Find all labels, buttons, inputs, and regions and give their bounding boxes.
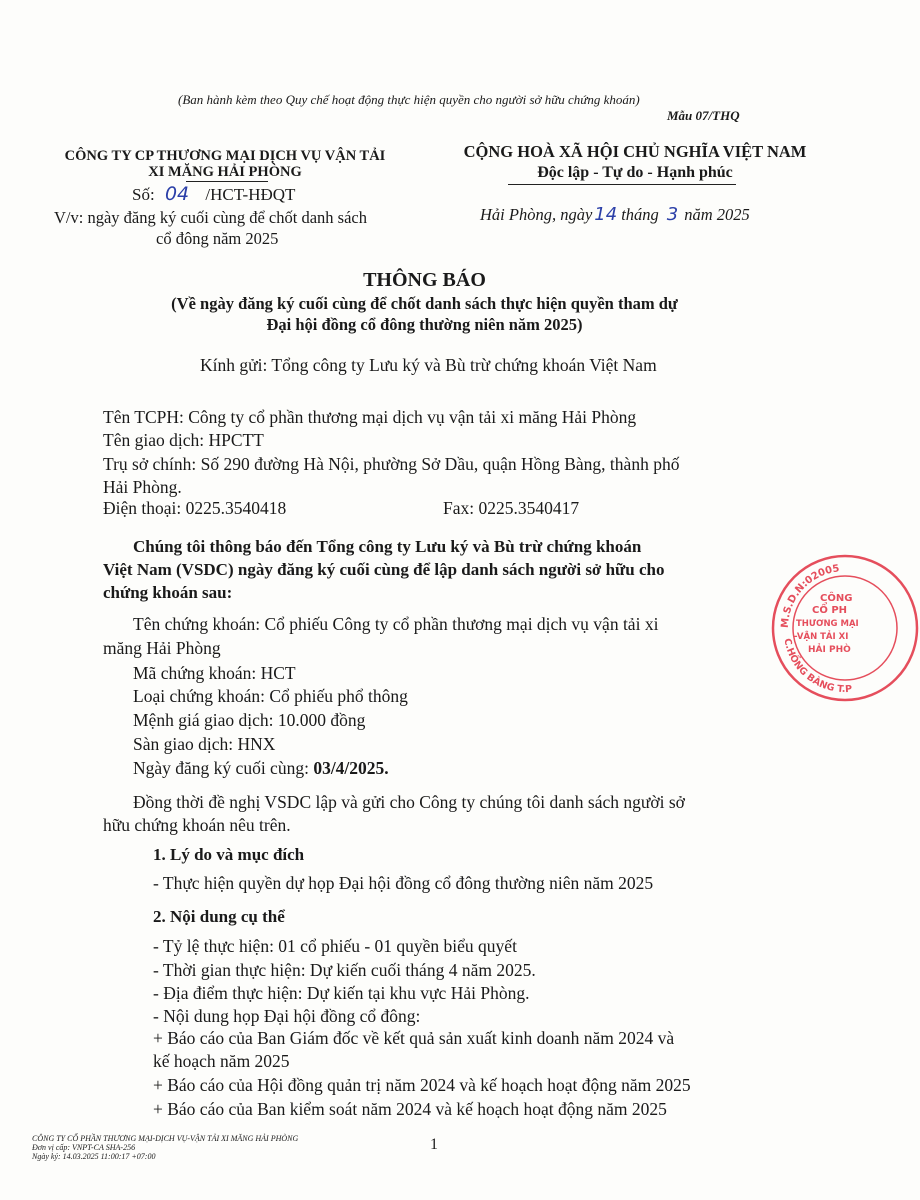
company-seal-stamp: [770, 553, 920, 703]
section2-agenda-label: - Nội dung họp Đại hội đồng cổ đông:: [153, 1006, 421, 1026]
nation-motto: Độc lập - Tự do - Hạnh phúc: [537, 164, 733, 181]
security-code: Mã chứng khoán: HCT: [133, 663, 296, 683]
date-day-handwritten: 14: [594, 204, 618, 225]
company-name-line2: XI MĂNG HẢI PHÒNG: [148, 164, 302, 180]
notice-line3: chứng khoán sau:: [103, 583, 233, 602]
section2-heading: 2. Nội dung cụ thể: [153, 907, 285, 926]
agenda-item1-line1: + Báo cáo của Ban Giám đốc về kết quả sản xuất kinh doanh năm 2024 và: [153, 1028, 675, 1048]
seal-line4: -VẬN TẢI XI: [794, 632, 849, 642]
issuer-name: Tên TCPH: Công ty cổ phần thương mại dịch vụ vận tải xi măng Hải Phòng: [103, 407, 637, 427]
security-exchange: Sàn giao dịch: HNX: [133, 734, 276, 754]
issue-date: [480, 204, 750, 225]
document-number: [132, 183, 295, 205]
section2-ratio: - Tỷ lệ thực hiện: 01 cổ phiếu - 01 quyền biểu quyết: [153, 936, 517, 956]
recipient: Kính gửi: Tổng công ty Lưu ký và Bù trừ chứng khoán Việt Nam: [200, 355, 657, 375]
date-month-label: tháng: [621, 205, 659, 224]
section2-time: - Thời gian thực hiện: Dự kiến cuối tháng 4 năm 2025.: [153, 960, 536, 980]
security-name-line2: măng Hải Phòng: [103, 638, 221, 658]
seal-ring-text: M.S.D.N:02005: [779, 563, 841, 629]
company-name-line1: CÔNG TY CP THƯƠNG MẠI DỊCH VỤ VẬN TẢI: [64, 148, 386, 164]
signature-date: Ngày ký: 14.03.2025 11:00:17 +07:00: [32, 1152, 156, 1161]
section2-place: - Địa điểm thực hiện: Dự kiến tại khu vực Hải Phòng.: [153, 983, 530, 1003]
issuer-address-line2: Hải Phòng.: [103, 477, 182, 497]
security-name-line1: Tên chứng khoán: Cổ phiếu Công ty cổ phần thương mại dịch vụ vận tải xi: [133, 614, 659, 634]
seal-line3: THƯƠNG MẠI: [796, 619, 859, 629]
agenda-item3: + Báo cáo của Ban kiểm soát năm 2024 và kế hoạch hoạt động năm 2025: [153, 1099, 667, 1119]
regulation-note: (Ban hành kèm theo Quy chế hoạt động thực hiện quyền cho người sở hữu chứng khoán): [178, 92, 640, 107]
request-line2: hữu chứng khoán nêu trên.: [103, 815, 291, 835]
agenda-item1-line2: kế hoạch năm 2025: [153, 1051, 290, 1071]
date-month-handwritten: 3: [666, 204, 679, 225]
record-date-value: 03/4/2025.: [313, 758, 389, 778]
issuer-fax: Fax: 0225.3540417: [443, 498, 580, 518]
subject-line1: V/v: ngày đăng ký cuối cùng để chốt danh sách: [54, 208, 367, 227]
document-title: THÔNG BÁO: [363, 269, 486, 291]
record-date: [133, 758, 389, 779]
agenda-item2: + Báo cáo của Hội đồng quản trị năm 2024 và kế hoạch hoạt động năm 2025: [153, 1075, 691, 1095]
signature-provider: Đơn vị cấp: VNPT-CA SHA-256: [32, 1143, 136, 1152]
subject-line2: cổ đông năm 2025: [156, 229, 279, 248]
seal-bottom-text: C.HỒNG BÀNG T.P: [781, 637, 853, 696]
company-underline: [186, 181, 268, 182]
document-subtitle-line2: Đại hội đồng cổ đông thường niên năm 2025): [266, 315, 583, 334]
doc-no-suffix: /HCT-HĐQT: [205, 185, 296, 204]
signature-company: CÔNG TY CỔ PHẦN THƯƠNG MẠI-DỊCH VỤ-VẬN TẢI XI MĂNG HẢI PHÒNG: [32, 1134, 299, 1143]
seal-line2: CỔ PH: [812, 605, 848, 616]
issuer-trade-name: Tên giao dịch: HPCTT: [103, 430, 264, 450]
doc-no-handwritten: 04: [164, 183, 190, 205]
seal-line5: HẢI PHÒ: [808, 645, 851, 655]
form-code: Mẫu 07/THQ: [667, 108, 740, 123]
motto-underline: [508, 184, 736, 185]
issuer-address-line1: Trụ sở chính: Số 290 đường Hà Nội, phường Sở Dầu, quận Hồng Bàng, thành phố: [103, 454, 680, 474]
notice-line2: Việt Nam (VSDC) ngày đăng ký cuối cùng để lập danh sách người sở hữu cho: [103, 560, 665, 579]
issuer-phone: Điện thoại: 0225.3540418: [103, 498, 287, 518]
request-line1: Đồng thời đề nghị VSDC lập và gửi cho Công ty chúng tôi danh sách người sở: [133, 792, 685, 812]
record-date-label: Ngày đăng ký cuối cùng:: [133, 758, 314, 778]
section1-heading: 1. Lý do và mục đích: [153, 845, 305, 864]
date-prefix: Hải Phòng, ngày: [480, 205, 593, 224]
document-subtitle-line1: (Về ngày đăng ký cuối cùng để chốt danh sách thực hiện quyền tham dự: [171, 294, 678, 313]
notice-line1: Chúng tôi thông báo đến Tổng công ty Lưu ký và Bù trừ chứng khoán: [133, 537, 642, 556]
seal-line1: CÔNG: [820, 593, 853, 604]
page-number: 1: [430, 1136, 438, 1153]
doc-no-label: Số:: [132, 185, 155, 204]
nation-title: CỘNG HOÀ XÃ HỘI CHỦ NGHĨA VIỆT NAM: [463, 142, 807, 161]
security-par-value: Mệnh giá giao dịch: 10.000 đồng: [133, 710, 366, 730]
date-year-label: năm 2025: [684, 205, 750, 224]
section1-item: - Thực hiện quyền dự họp Đại hội đồng cổ đông thường niên năm 2025: [153, 873, 654, 893]
security-type: Loại chứng khoán: Cổ phiếu phổ thông: [133, 686, 408, 706]
